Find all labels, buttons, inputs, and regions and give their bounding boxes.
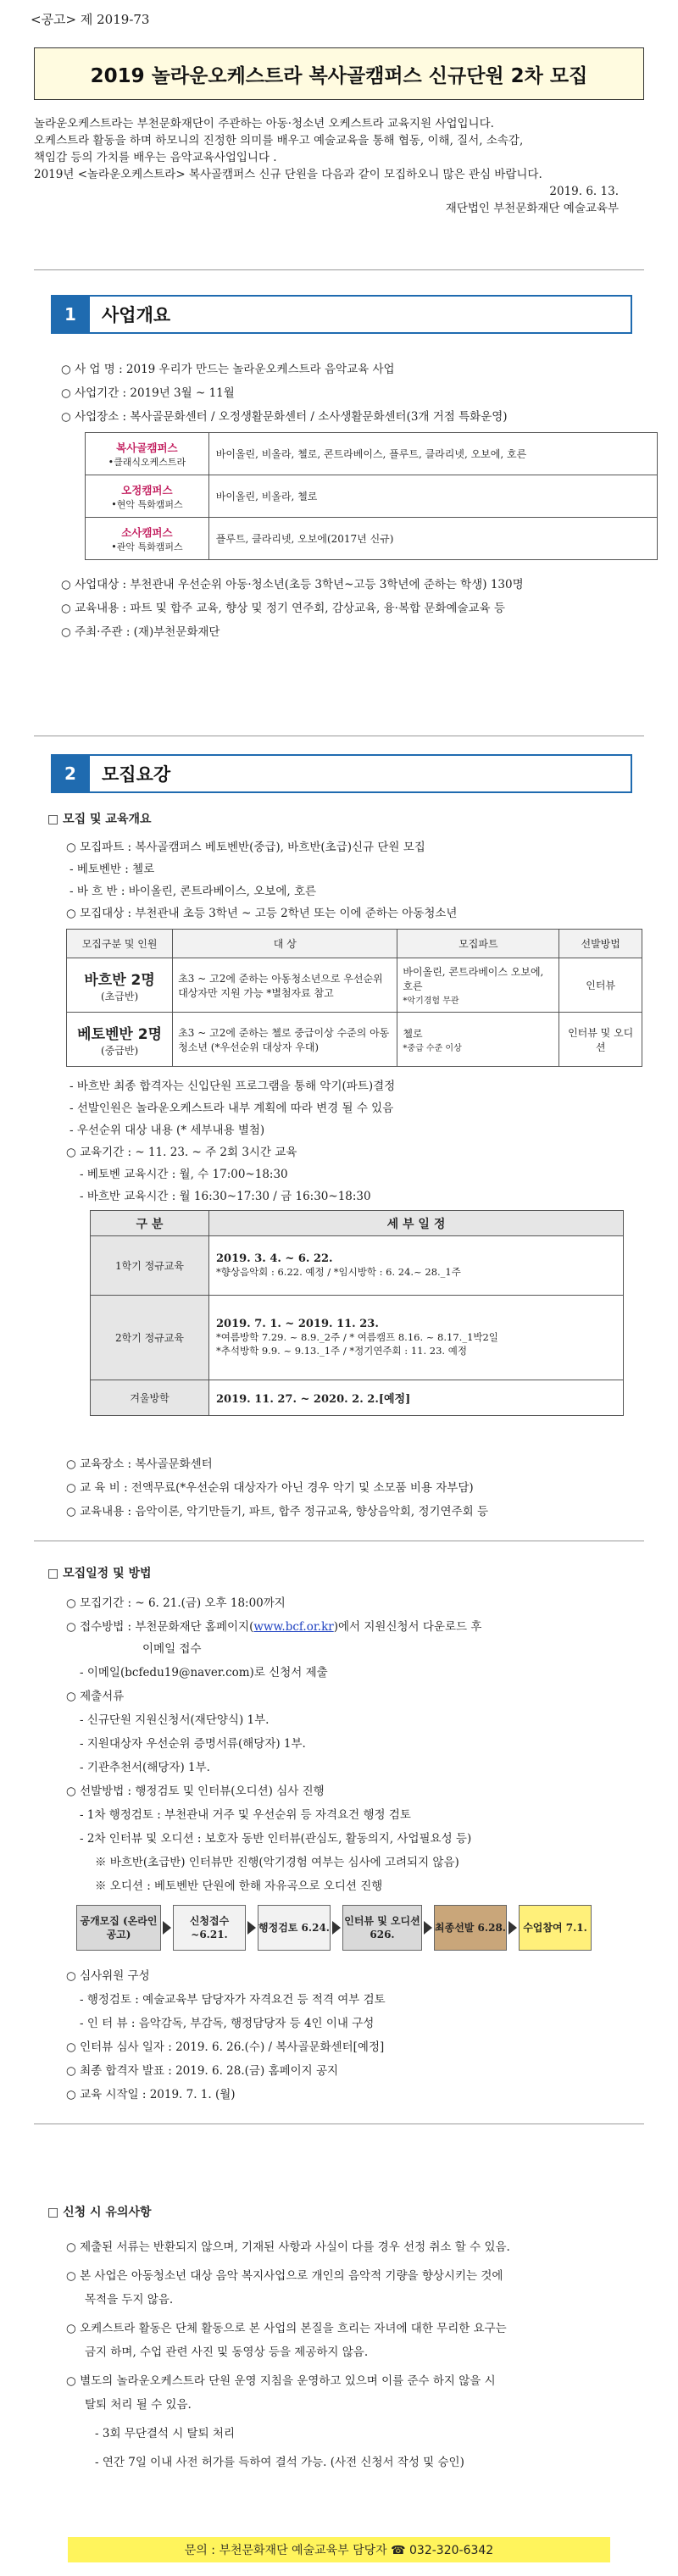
table-header: 대 상 [173, 930, 397, 958]
section-title: 사업개요 [90, 295, 632, 334]
s2-line: ○ 교육내용 : 음악이론, 악기만들기, 파트, 합주 정규교육, 향상음악회, 정기연주회 등 [66, 1505, 489, 1518]
campus-name-cell [86, 475, 209, 518]
term-label: 1학기 정규교육 [91, 1236, 209, 1296]
s2-line: - 바 흐 반 : 바이올린, 콘트라베이스, 오보에, 호른 [69, 885, 317, 898]
campus-sub: •관악 특화캠퍼스 [111, 541, 183, 552]
class-level: (중급반) [101, 1044, 139, 1057]
part-cell [397, 1013, 559, 1067]
arrow-right-icon [247, 1921, 256, 1935]
table-row [67, 958, 642, 1013]
campus-name-cell [86, 518, 209, 560]
table-row [91, 1296, 624, 1380]
intro-org: 재단법인 부천문화재단 예술교육부 [445, 202, 619, 215]
class-name: 바흐반 2명 [84, 971, 155, 989]
intro-line: 오케스트라 활동을 하며 하모니의 진정한 의미를 배우고 예술교육을 통해 협동, 이해, 질서, 소속감, [34, 134, 524, 147]
table-header: 선발방법 [559, 930, 642, 958]
s2b-line: - 행정검토 : 예술교육부 담당자가 자격요건 등 적격 여부 검토 [80, 1993, 386, 2007]
method-cell: 인터뷰 [559, 958, 642, 1013]
term-note: *여름방학 7.29. ~ 8.9._2주 / * 여름캠프 8.16. ~ 8.17._1박2일 [216, 1331, 498, 1343]
flow-step: 신청접수 ~6.21. [173, 1905, 246, 1951]
s2-line: - 베토벤 교육시간 : 월, 수 17:00~18:30 [80, 1168, 288, 1181]
table-row [86, 475, 658, 518]
s2c-line: - 3회 무단결석 시 탈퇴 처리 [95, 2427, 236, 2440]
table-header-row [91, 1211, 624, 1236]
s2b-line: - 기관추천서(해당자) 1부. [80, 1761, 210, 1774]
apply-method-text: )에서 지원신청서 다운로드 후 [333, 1620, 482, 1634]
campus-instruments: 바이올린, 비올라, 첼로 [208, 475, 657, 518]
term-dates: 2019. 7. 1. ~ 2019. 11. 23. [216, 1318, 379, 1330]
flow-step: 공개모집 (온라인공고) [76, 1905, 161, 1951]
intro [34, 115, 644, 217]
campus-name-cell [86, 433, 209, 475]
notice-number: <공고> 제 2019-73 [31, 12, 150, 27]
campus-sub: •클래식오케스트라 [108, 456, 186, 468]
s2b-line: ○ 인터뷰 심사 일자 : 2019. 6. 26.(수) / 복사골문화센터[예정] [66, 2040, 385, 2054]
term-dates: 2019. 3. 4. ~ 6. 22. [216, 1252, 333, 1265]
term-dates: 2019. 11. 27. ~ 2020. 2. 2.[예정] [209, 1380, 624, 1416]
s2b-line: 이메일 접수 [142, 1642, 202, 1656]
part-cell [397, 958, 559, 1013]
s2c-line: ○ 오케스트라 활동은 단체 활동으로 본 사업의 본질을 흐리는 자녀에 대한 무리한 요구는 [66, 2322, 507, 2335]
term-note: *향상음악회 : 6.22. 예정 / *임시방학 : 6. 24.~ 28._1주 [216, 1266, 461, 1278]
s2-line: ○ 교 육 비 : 전액무료(*우선순위 대상자가 아닌 경우 악기 및 소모품 비용 자부담) [66, 1481, 474, 1495]
apply-method-text: ○ 접수방법 : 부천문화재단 홈페이지( [66, 1620, 254, 1634]
campus-sub: •현악 특화캠퍼스 [111, 498, 183, 510]
table-header-row [67, 930, 642, 958]
intro-line: 놀라운오케스트라는 부천문화재단이 주관하는 아동·청소년 오케스트라 교육지원 사업입니다. [34, 117, 494, 130]
table-row [91, 1236, 624, 1296]
s2b-line [66, 1617, 481, 1634]
s2-line: - 바흐반 교육시간 : 월 16:30~17:30 / 금 16:30~18:30 [80, 1190, 371, 1203]
s2b-line: ○ 심사위원 구성 [66, 1969, 150, 1983]
method-cell: 인터뷰 및 오디션 [559, 1013, 642, 1067]
s2b-line: - 2차 인터뷰 및 오디션 : 보호자 동반 인터뷰(관심도, 활동의지, 사업필요성 등) [80, 1832, 472, 1846]
table-row [67, 1013, 642, 1067]
table-header: 구 분 [91, 1211, 209, 1236]
s1-item: ○ 주최·주관 : (재)부천문화재단 [61, 625, 220, 639]
term-detail [209, 1296, 624, 1380]
flow-step: 최종선발 6.28. [434, 1905, 507, 1951]
recruit-table [66, 929, 642, 1067]
term-label: 겨울방학 [91, 1380, 209, 1416]
part-text: 바이올린, 콘트라베이스 오보에, 호른 [403, 966, 544, 992]
campus-name: 복사골캠퍼스 [116, 441, 178, 454]
table-row [91, 1380, 624, 1416]
target-cell: 초3 ~ 고2에 준하는 첼로 중급이상 수준의 아동청소년 (*우선순위 대상자 우대) [173, 1013, 397, 1067]
s1-item: ○ 교육내용 : 파트 및 합주 교육, 향상 및 정기 연주회, 감상교육, 융·복합 문화예술교육 등 [61, 602, 505, 615]
part-text: 첼로 [403, 1027, 423, 1040]
s2c-line: - 연간 7일 이내 사전 허가를 득하여 결석 가능. (사전 신청서 작성 및 승인) [95, 2456, 464, 2469]
section-2-header [51, 754, 632, 793]
intro-date: 2019. 6. 13. [549, 185, 619, 198]
table-header: 세 부 일 정 [209, 1211, 624, 1236]
arrow-right-icon [508, 1921, 517, 1935]
part-note: *중급 수준 이상 [403, 1043, 462, 1053]
term-detail [209, 1236, 624, 1296]
subsection-heading: □ 신청 시 유의사항 [47, 2206, 152, 2219]
class-cell [67, 1013, 173, 1067]
s2b-line: ※ 바흐반(초급반) 인터뷰만 진행(악기경험 여부는 심사에 고려되지 않음) [95, 1856, 459, 1869]
table-header: 모집구분 및 인원 [67, 930, 173, 958]
intro-line: 책임감 등의 가치를 배우는 음악교육사업입니다 . [34, 151, 277, 164]
s2-line: - 베토벤반 : 첼로 [69, 863, 155, 876]
schedule-table [90, 1210, 624, 1416]
arrow-right-icon [332, 1921, 341, 1935]
s2b-line: - 인 터 뷰 : 음악감독, 부감독, 행정담당자 등 4인 이내 구성 [80, 2017, 375, 2030]
s2b-line: - 지원대상자 우선순위 증명서류(해당자) 1부. [80, 1737, 306, 1751]
s2-line: ○ 모집파트 : 복사골캠퍼스 베토벤반(중급), 바흐반(초급)신규 단원 모집 [66, 841, 425, 854]
s2c-line: ○ 제출된 서류는 반환되지 않으며, 기재된 사항과 사실이 다를 경우 선정 취소 할 수 있음. [66, 2240, 510, 2254]
section-number: 2 [51, 754, 90, 793]
section-1-header [51, 295, 632, 334]
term-note: *추석방학 9.9. ~ 9.13._1주 / *정기연주회 : 11. 23. 예정 [216, 1345, 467, 1357]
intro-line: 2019년 <놀라운오케스트라> 복사골캠퍼스 신규 단원을 다음과 같이 모집하오니 많은 관심 바랍니다. [34, 168, 542, 181]
s1-item: ○ 사업기간 : 2019년 3월 ~ 11월 [61, 386, 235, 400]
s2c-line: 탈퇴 처리 될 수 있음. [85, 2398, 192, 2412]
subsection-heading: □ 모집 및 교육개요 [47, 813, 152, 826]
flow-step: 행정검토 6.24. [258, 1905, 331, 1951]
class-cell [67, 958, 173, 1013]
s2b-line: ○ 제출서류 [66, 1690, 125, 1703]
s2-line: - 바흐반 최종 합격자는 신입단원 프로그램을 통해 악기(파트)결정 [69, 1080, 396, 1093]
term-label: 2학기 정규교육 [91, 1296, 209, 1380]
table-header: 모집파트 [397, 930, 559, 958]
section-title: 모집요강 [90, 754, 632, 793]
campus-table [85, 432, 658, 560]
campus-instruments: 플루트, 클라리넷, 오보에(2017년 신규) [208, 518, 657, 560]
s1-item: ○ 사 업 명 : 2019 우리가 만드는 놀라운오케스트라 음악교육 사업 [61, 363, 395, 376]
s2-line: ○ 모집대상 : 부천관내 초등 3학년 ~ 고등 2학년 또는 이에 준하는 아동청소년 [66, 907, 458, 920]
s2-line: ○ 교육장소 : 복사골문화센터 [66, 1457, 213, 1471]
flow-step: 인터뷰 및 오디션 626. [342, 1905, 422, 1951]
arrow-right-icon [163, 1921, 171, 1935]
s1-item: ○ 사업장소 : 복사골문화센터 / 오정생활문화센터 / 소사생활문화센터(3개 거점 특화운영) [61, 410, 508, 424]
campus-instruments: 바이올린, 비올라, 첼로, 콘트라베이스, 플루트, 클라리넷, 오보에, 호른 [208, 433, 657, 475]
campus-name: 오정캠퍼스 [121, 483, 173, 497]
section-number: 1 [51, 295, 90, 334]
s2b-line: ○ 선발방법 : 행정검토 및 인터뷰(오디션) 심사 진행 [66, 1785, 325, 1798]
part-note: *악기경험 무관 [403, 997, 459, 1006]
s2b-line: ○ 모집기간 : ~ 6. 21.(금) 오후 18:00까지 [66, 1596, 286, 1610]
s2b-line: ○ 교육 시작일 : 2019. 7. 1. (월) [66, 2088, 236, 2101]
subsection-heading: □ 모집일정 및 방법 [47, 1567, 152, 1580]
flow-step: 수업참여 7.1. [519, 1905, 592, 1951]
page-title: 2019 놀라운오케스트라 복사골캠퍼스 신규단원 2차 모집 [34, 47, 644, 100]
selection-flow [76, 1905, 592, 1951]
s2c-line: ○ 별도의 놀라운오케스트라 단원 운영 지침을 운영하고 있으며 이를 준수 하지 않을 시 [66, 2374, 496, 2388]
class-name: 베토벤반 2명 [77, 1025, 163, 1043]
campus-name: 소사캠퍼스 [121, 525, 173, 539]
s2b-line: - 1차 행정검토 : 부천관내 거주 및 우선순위 등 자격요건 행정 검토 [80, 1808, 411, 1822]
target-cell: 초3 ~ 고2에 준하는 아동청소년으로 우선순위 대상자만 지원 가능 *별첨자료 참고 [173, 958, 397, 1013]
arrow-right-icon [424, 1921, 432, 1935]
s2c-line: ○ 본 사업은 아동청소년 대상 음악 복지사업으로 개인의 음악적 기량을 향상시키는 것에 [66, 2269, 503, 2283]
table-row [86, 518, 658, 560]
s2b-line: ○ 최종 합격자 발표 : 2019. 6. 28.(금) 홈페이지 공지 [66, 2064, 339, 2078]
s2-line: ○ 교육기간 : ~ 11. 23. ~ 주 2회 3시간 교육 [66, 1146, 297, 1159]
divider [34, 269, 644, 270]
s2-line: - 선발인원은 놀라운오케스트라 내부 계획에 따라 변경 될 수 있음 [69, 1102, 394, 1115]
contact-footer: 문의 : 부천문화재단 예술교육부 담당자 ☎ 032-320-6342 [68, 2537, 610, 2562]
s2b-line: - 신규단원 지원신청서(재단양식) 1부. [80, 1713, 270, 1727]
s2c-line: 금지 하며, 수업 관련 사진 및 동영상 등을 제공하지 않음. [85, 2346, 369, 2359]
s2b-line: - 이메일(bcfedu19@naver.com)로 신청서 제출 [80, 1666, 328, 1679]
homepage-link[interactable]: www.bcf.or.kr [253, 1620, 334, 1634]
s1-item: ○ 사업대상 : 부천관내 우선순위 아동·청소년(초등 3학년~고등 3학년에 준하는 학생) 130명 [61, 578, 524, 591]
s2-line: - 우선순위 대상 내용 (* 세부내용 별첨) [69, 1124, 265, 1137]
table-row [86, 433, 658, 475]
class-level: (초급반) [101, 990, 139, 1002]
s2b-line: ※ 오디션 : 베토벤반 단원에 한해 자유곡으로 오디션 진행 [95, 1879, 383, 1893]
s2c-line: 목적을 두지 않음. [85, 2293, 174, 2307]
